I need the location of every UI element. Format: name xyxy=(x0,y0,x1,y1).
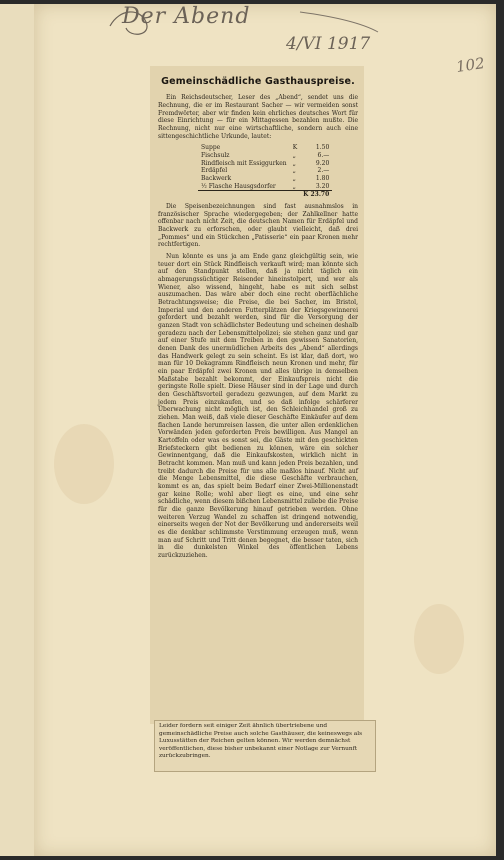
bill-item: Erdäpfel xyxy=(201,167,228,175)
adjacent-page-edge xyxy=(0,4,35,856)
bill-row xyxy=(198,183,332,191)
paper-stain xyxy=(414,604,464,674)
bill-amount: 9.20 xyxy=(315,159,330,167)
bill-item: Suppe xyxy=(201,144,221,152)
bill-currency: „ xyxy=(292,159,296,167)
article-paragraph-2: Die Speisenbezeichnungen sind fast ausnahmslos in französischer Sprache wiedergegeben; der Zahlkellner hatte offenbar nach nicht Zeit, die deutschen Namen für Erdäpfel und Backwerk zu erforschen, oder glaubt vielleicht, daß drei „Pommes“ und ein Stückchen „Patisserie“ ein paar Kronen mehr rechtfertigen. xyxy=(158,202,358,249)
article-headline: Gemeinschädliche Gasthauspreise. xyxy=(161,76,355,87)
bill-row xyxy=(198,175,332,183)
bill-row xyxy=(198,152,332,160)
article-intro: Ein Reichsdeutscher, Leser des „Abend“, sendet uns die Rechnung, die er im Restaurant Sacher — wir vermeiden sonst Fremdwörter, aber wir finden kein ehrliches deutsches Wort für diese Einrichtung — für ein Mittagessen bezahlen mußte. Die Rechnung, nicht nur eine wirtschaftliche, sondern auch eine sittengeschichtliche Urkunde, lautet: xyxy=(158,94,358,140)
handwritten-folio-number: 102 xyxy=(454,54,486,76)
bill-amount: 6.— xyxy=(317,151,330,159)
bill-item: Backwerk xyxy=(201,174,232,182)
article-paragraph-3: Nun könnte es uns ja am Ende ganz gleichgültig sein, wie teuer dort ein Stück Rindfleisch verkauft wird; man könnte sich auf den Standpunkt stellen, daß ja nicht täglich ein abmagerungssüchtiger Reisender hineinstolpert, und wer als Wiener, also wissend, hingeht, habe es mit sich selbst auszumachen. Das wäre aber doch eine recht oberflächliche Betrachtungsweise; die Preise, die bei Sacher, im Bristol, Imperial und den anderen Futterplätzen der Kriegsgewinnerei gefordert und bezahlt werden, sind für die Versorgung der ganzen Stadt von schädlichster Bedeutung und scheinen deshalb geradezu nach der Lebensmittelpolizei; sie stehen ganz und gar auf einer Stufe mit dem Treiben in den gewissen Sanatorien, denen Dank des unermüdlichen Arbeits des „Abend“ allerdings das Handwerk gelegt zu sein scheint. Es ist klar, daß dort, wo man für 10 Dekagramm Rindfleisch neun Kronen und mehr, für ein paar Erdäpfel zwei Kronen und alles übrige in demselben Maßstabe bezahlt bekommt, der Einkaufspreis nicht die geringste Rolle spielt. Diese Häuser sind in der Lage und durch den Geschäftsvorteil geradezu gezwungen, auf dem Markt zu jedem Preis einzukaufen, und so daß infolge schärferer Überwachung nicht möglich ist, den Schleichhandel groß zu ziehen. Man weiß, daß viele dieser Geschäfte Einkäufer auf dem flachen Lande herumreisen lassen, die unter allen erdenklichen Vorwänden jeden geforderten Preis bewilligen. Aus Mangel an Kartoffeln oder was es sonst sei, die Gäste mit den geschickten Briefsteckern gibt bedienen zu können, wäre ein solcher Gewinnentgang, daß die Einkaufskosten, wirklich nicht in Betracht kommen. Man muß und kann jeden Preis bezahlen, und treibt dadurch die Preise für uns alle maßlos hinauf. Nicht auf die Menge Lebensmittel, die diese Geschäfte verbrauchen, kommt es an, das spielt beim Bedarf einer Zwei-Millionenstadt gar keine Rolle; wohl aber liegt es eine, und eine sehr schädliche, wenn diesem bißchen Lebensmittel zuliebe die Preise für die ganze Bevölkerung hinauf getrieben werden. Ohne weiteren Verzug Wandel zu schaffen ist dringend notwendig, einerseits wegen der Not der Bevölkerung und andererseits weil es die denkbar schlimmste Verstimmung erzeugen muß, wenn man auf Schritt und Tritt denen begegnet, die besser taten, sich in die dunkelsten Winkel des öffentlichen Lebens zurückzuziehen. xyxy=(158,252,358,560)
bill-row xyxy=(198,160,332,168)
paper-stain xyxy=(54,424,114,504)
bill-item: ½ Flasche Hausgsdorfer xyxy=(201,182,276,190)
bill-item: Fischsulz xyxy=(201,151,230,159)
bill-row xyxy=(198,144,332,152)
bill-currency: „ xyxy=(292,174,296,182)
bill-total: K 23.70 xyxy=(300,191,332,199)
bill-row xyxy=(198,167,332,175)
restaurant-bill xyxy=(198,144,332,199)
bill-currency: „ xyxy=(292,182,296,190)
handwritten-paper-name: Der Abend xyxy=(122,4,251,29)
bill-amount: 1.80 xyxy=(315,174,330,182)
bill-amount: 3.20 xyxy=(315,182,330,190)
bill-item: Rindfleisch mit Essiggurken xyxy=(201,159,287,167)
bill-total-row xyxy=(198,191,332,199)
bill-currency: „ xyxy=(292,167,296,175)
bill-amount: 2.— xyxy=(317,167,330,175)
editorial-note: Leider fordern seit einiger Zeit ähnlich übertriebene und gemeinschädliche Preise auch solche Gasthäuser, die keineswegs als Luxusstätten der Reichen gelten können. Wir werden demnächst veröffentlichen, diese bisher unbekannt einer Notlage zur Vernunft zurückzubringen. xyxy=(154,720,376,772)
bill-currency: K xyxy=(292,144,298,152)
handwritten-date: 4/VI 1917 xyxy=(286,34,371,54)
newspaper-clipping xyxy=(150,66,364,724)
bill-amount: 1.50 xyxy=(315,144,330,152)
bill-currency: „ xyxy=(292,151,296,159)
